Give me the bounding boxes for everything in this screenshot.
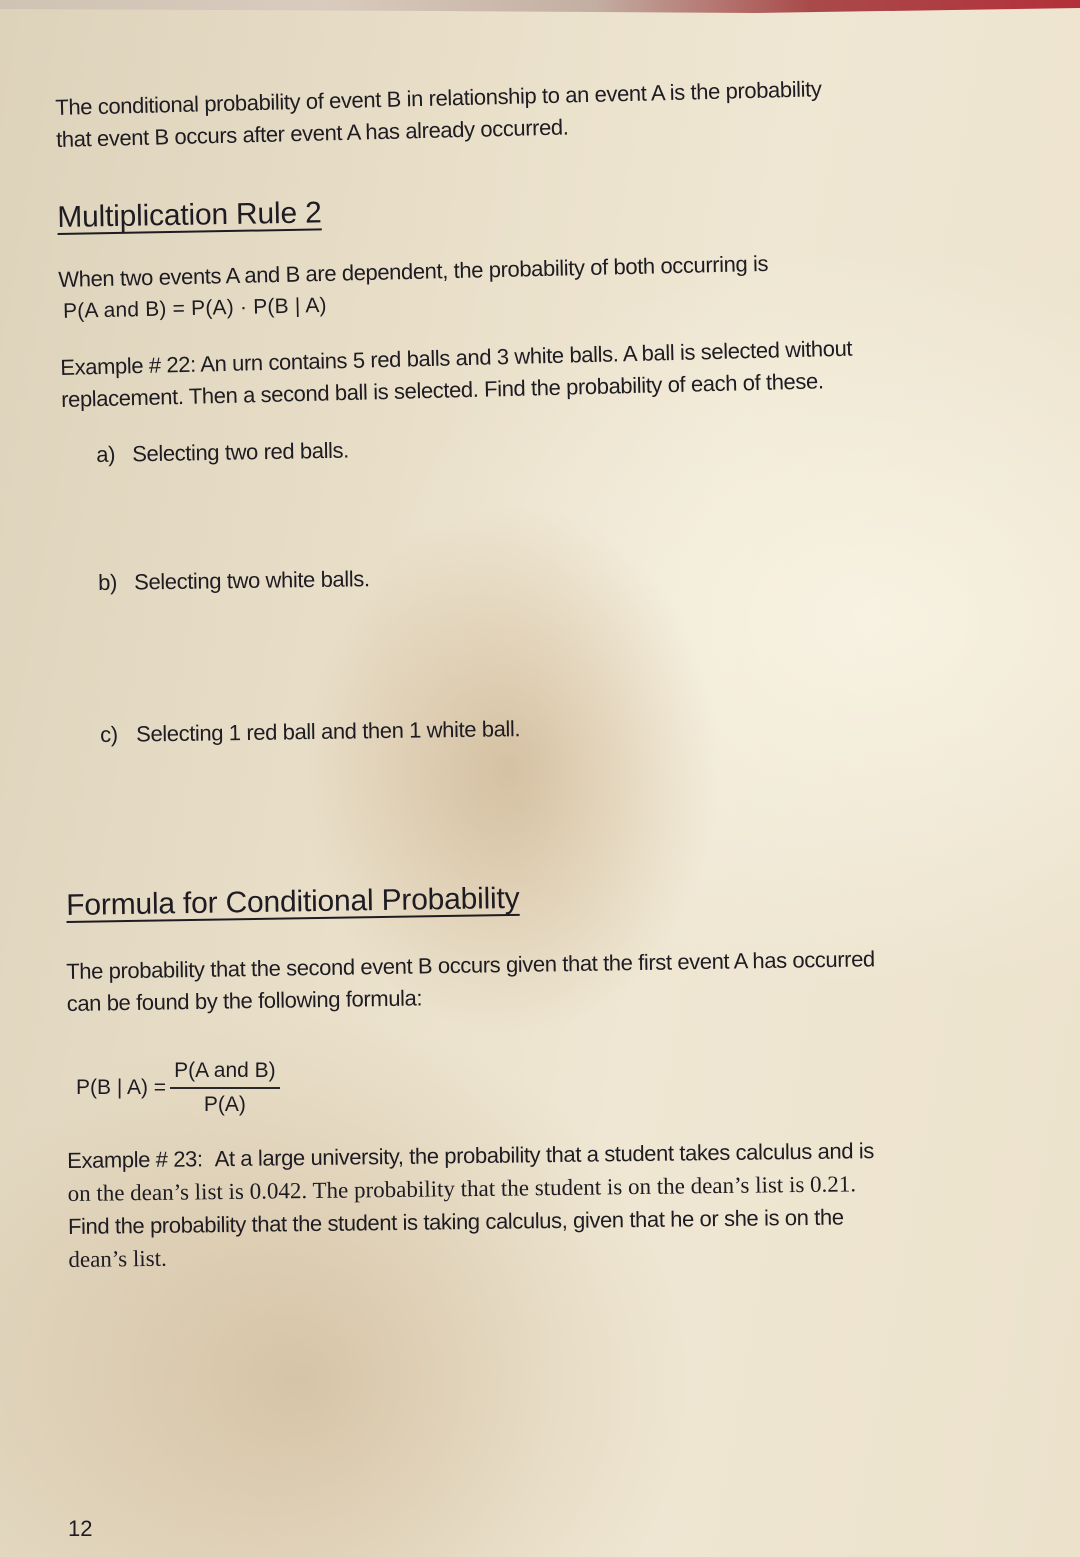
item-a-letter: a) (96, 441, 116, 467)
example-23-paragraph (67, 1134, 875, 1276)
example-22-item-a (96, 436, 349, 470)
formula-fraction (170, 1059, 280, 1117)
example-23-line-4: dean’s list. (68, 1245, 167, 1272)
multiplication-rule-formula: P(A and B) = P(A) · P(B | A) (62, 293, 328, 323)
example-23-label: Example # 23: (67, 1146, 203, 1173)
item-a-text: Selecting two red balls. (132, 437, 350, 467)
item-b-letter: b) (98, 569, 118, 595)
example-23-line-2: on the dean’s list is 0.042. The probability that the student is on the dean’s list is 0.21. (67, 1171, 857, 1206)
conditional-probability-line-2: can be found by the following formula: (66, 985, 423, 1016)
conditional-probability-formula (76, 1048, 280, 1128)
formula-denominator: P(A) (203, 1093, 246, 1116)
example-23-line-1-text: At a large university, the probability that a student takes calculus and is (214, 1138, 875, 1172)
background-edge (0, 0, 1080, 20)
item-b-text: Selecting two white balls. (134, 566, 370, 595)
intro-line-2: that event B occurs after event A has already occurred. (55, 114, 569, 152)
formula-numerator: P(A and B) (170, 1059, 280, 1089)
example-22-item-c (100, 714, 520, 750)
page-number: 12 (68, 1516, 93, 1541)
conditional-probability-text (66, 943, 876, 1020)
item-c-text: Selecting 1 red ball and then 1 white ball. (136, 716, 521, 747)
multiplication-rule-text (58, 248, 769, 328)
example-23-line-3: Find the probability that the student is taking calculus, given that he or she is on the (67, 1204, 844, 1239)
example-22-line-2: replacement. Then a second ball is selected. Find the probability of each of these. (60, 368, 824, 412)
conditional-probability-line-1: The probability that the second event B occurs given that the first event A has occurred (66, 946, 875, 984)
conditional-probability-heading: Formula for Conditional Probability (66, 881, 520, 922)
intro-line-1: The conditional probability of event B in relationship to an event A is the probability (55, 76, 822, 120)
example-22-item-b (98, 564, 370, 598)
multiplication-rule-heading: Multiplication Rule 2 (57, 196, 322, 234)
example-22-paragraph (60, 333, 853, 416)
multiplication-rule-line-1: When two events A and B are dependent, the probability of both occurring is (58, 250, 769, 292)
item-c-letter: c) (100, 721, 118, 747)
intro-paragraph (55, 73, 823, 156)
formula-lhs: P(B | A) = (76, 1076, 167, 1099)
example-22-line-1: Example # 22: An urn contains 5 red balls and 3 white balls. A ball is selected without (60, 335, 853, 380)
